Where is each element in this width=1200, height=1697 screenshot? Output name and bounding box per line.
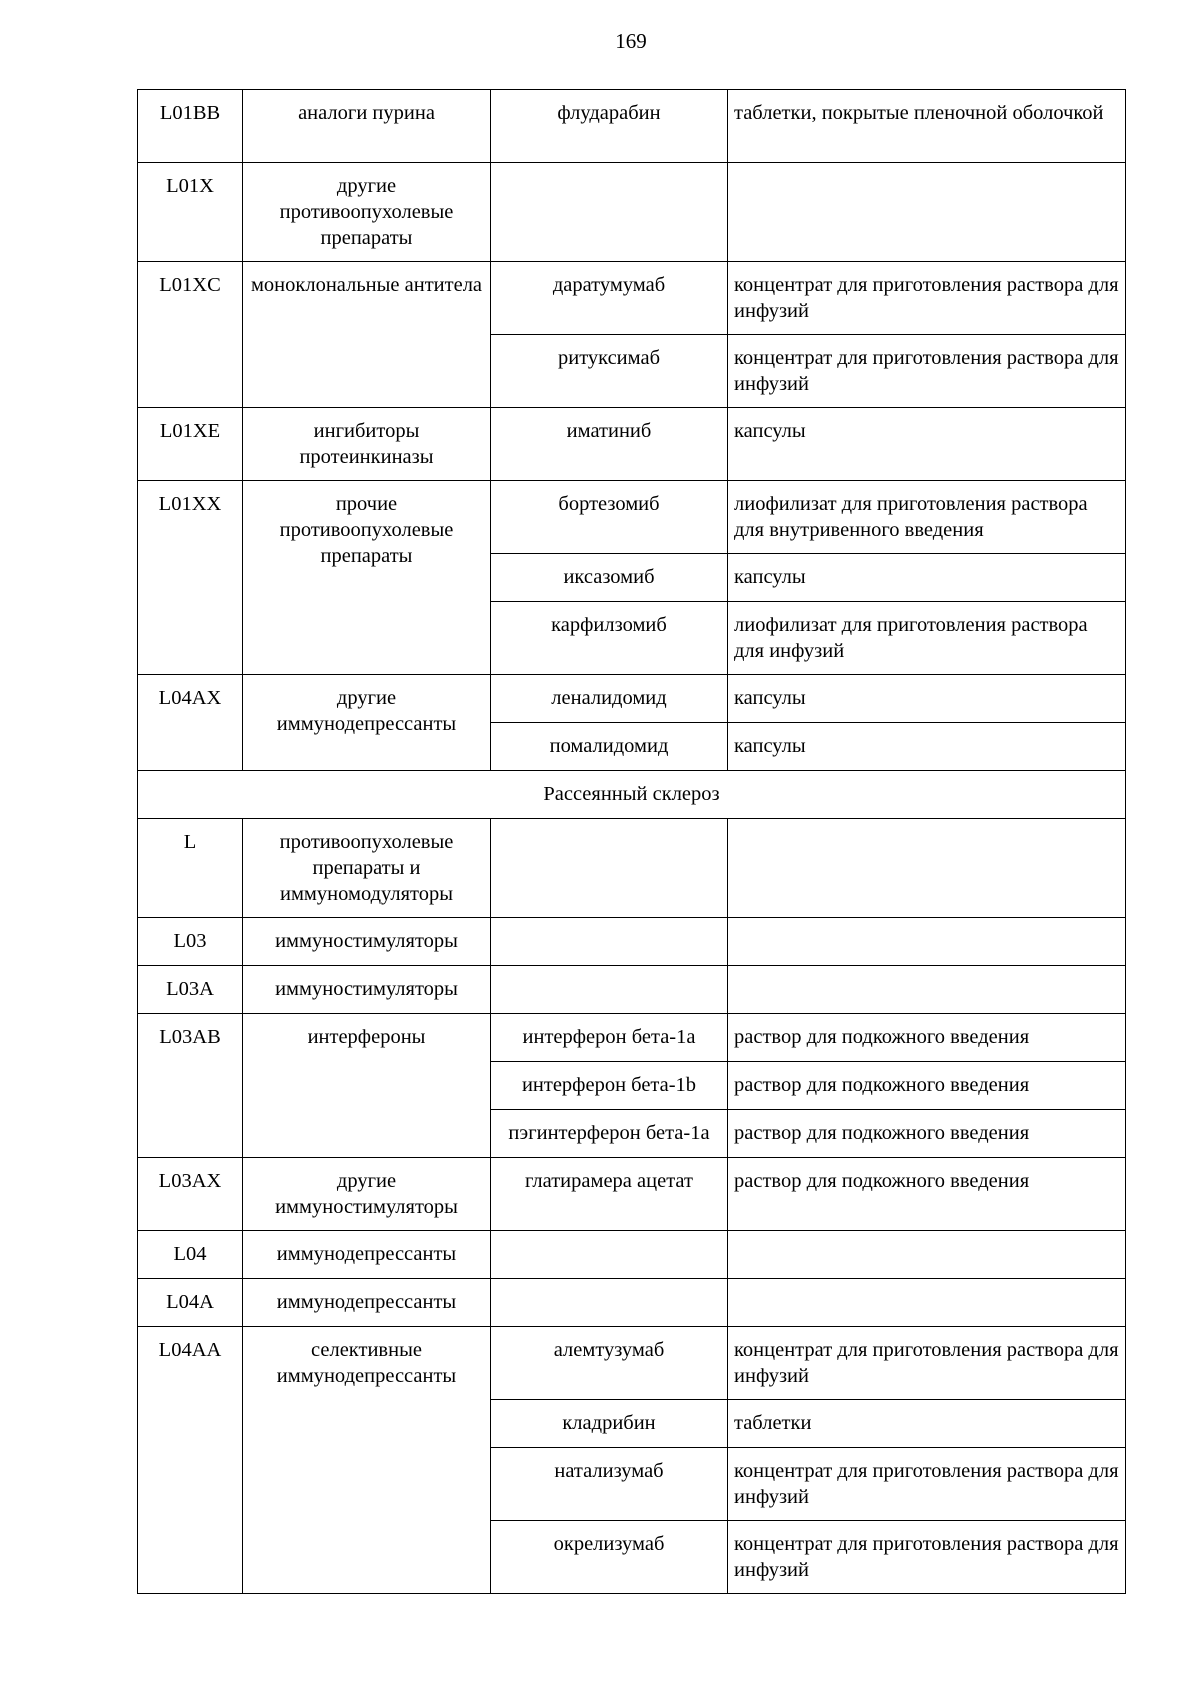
drug-name-cell: иматиниб bbox=[491, 408, 728, 481]
dosage-form-cell: лиофилизат для приготовления раствора для инфузий bbox=[728, 602, 1126, 675]
table-row bbox=[138, 1279, 1126, 1327]
dosage-form-cell bbox=[728, 918, 1126, 966]
dosage-form-cell: концентрат для приготовления раствора для инфузий bbox=[728, 335, 1126, 408]
atc-code-cell: L04 bbox=[138, 1231, 243, 1279]
atc-group-cell: интерфероны bbox=[243, 1014, 491, 1158]
dosage-form-cell: концентрат для приготовления раствора для инфузий bbox=[728, 1521, 1126, 1594]
dosage-form-cell: таблетки, покрытые пленочной оболочкой bbox=[728, 90, 1126, 163]
drug-name-cell: иксазомиб bbox=[491, 554, 728, 602]
atc-group-cell: моноклональные антитела bbox=[243, 262, 491, 408]
drug-name-cell bbox=[491, 819, 728, 918]
atc-code-cell: L01BB bbox=[138, 90, 243, 163]
atc-code-cell: L03A bbox=[138, 966, 243, 1014]
drug-name-cell: карфилзомиб bbox=[491, 602, 728, 675]
atc-group-cell: иммуностимуляторы bbox=[243, 918, 491, 966]
drug-name-cell bbox=[491, 163, 728, 262]
atc-group-cell: прочие противоопухолевые препараты bbox=[243, 481, 491, 675]
drug-name-cell: интерферон бета-1a bbox=[491, 1014, 728, 1062]
drug-name-cell: алемтузумаб bbox=[491, 1327, 728, 1400]
atc-group-cell: аналоги пурина bbox=[243, 90, 491, 163]
drug-name-cell: интерферон бета-1b bbox=[491, 1062, 728, 1110]
drug-name-cell bbox=[491, 966, 728, 1014]
table-row bbox=[138, 262, 1126, 335]
table-row bbox=[138, 90, 1126, 163]
drug-table-body bbox=[138, 90, 1126, 1594]
dosage-form-cell: раствор для подкожного введения bbox=[728, 1014, 1126, 1062]
table-row bbox=[138, 408, 1126, 481]
table-row bbox=[138, 1014, 1126, 1062]
drug-name-cell: пэгинтерферон бета-1a bbox=[491, 1110, 728, 1158]
drug-name-cell: бортезомиб bbox=[491, 481, 728, 554]
drug-name-cell: даратумумаб bbox=[491, 262, 728, 335]
table-row bbox=[138, 918, 1126, 966]
atc-group-cell: иммунодепрессанты bbox=[243, 1231, 491, 1279]
dosage-form-cell: раствор для подкожного введения bbox=[728, 1110, 1126, 1158]
table-row bbox=[138, 675, 1126, 723]
atc-group-cell: другие иммунодепрессанты bbox=[243, 675, 491, 771]
atc-code-cell: L01X bbox=[138, 163, 243, 262]
drug-name-cell: натализумаб bbox=[491, 1448, 728, 1521]
dosage-form-cell: концентрат для приготовления раствора для инфузий bbox=[728, 1327, 1126, 1400]
table-row bbox=[138, 1327, 1126, 1400]
dosage-form-cell: капсулы bbox=[728, 723, 1126, 771]
drug-table bbox=[137, 89, 1126, 1594]
atc-group-cell: другие иммуностимуляторы bbox=[243, 1158, 491, 1231]
dosage-form-cell: концентрат для приготовления раствора для инфузий bbox=[728, 262, 1126, 335]
atc-group-cell: иммуностимуляторы bbox=[243, 966, 491, 1014]
table-row bbox=[138, 819, 1126, 918]
atc-group-cell: другие противоопухолевые препараты bbox=[243, 163, 491, 262]
dosage-form-cell: капсулы bbox=[728, 408, 1126, 481]
atc-code-cell: L01XX bbox=[138, 481, 243, 675]
drug-name-cell: леналидомид bbox=[491, 675, 728, 723]
dosage-form-cell bbox=[728, 1231, 1126, 1279]
atc-code-cell: L03 bbox=[138, 918, 243, 966]
dosage-form-cell bbox=[728, 1279, 1126, 1327]
atc-code-cell: L04A bbox=[138, 1279, 243, 1327]
drug-name-cell: глатирамера ацетат bbox=[491, 1158, 728, 1231]
dosage-form-cell: раствор для подкожного введения bbox=[728, 1062, 1126, 1110]
drug-name-cell: ритуксимаб bbox=[491, 335, 728, 408]
drug-name-cell: кладрибин bbox=[491, 1400, 728, 1448]
table-row bbox=[138, 966, 1126, 1014]
table-row bbox=[138, 481, 1126, 554]
dosage-form-cell: концентрат для приготовления раствора для инфузий bbox=[728, 1448, 1126, 1521]
page-number: 169 bbox=[615, 29, 647, 53]
atc-code-cell: L03AX bbox=[138, 1158, 243, 1231]
table-row bbox=[138, 163, 1126, 262]
atc-group-cell: противоопухолевые препараты и иммуномодуляторы bbox=[243, 819, 491, 918]
atc-group-cell: селективные иммунодепрессанты bbox=[243, 1327, 491, 1594]
drug-name-cell: помалидомид bbox=[491, 723, 728, 771]
drug-name-cell bbox=[491, 1231, 728, 1279]
atc-code-cell: L01XC bbox=[138, 262, 243, 408]
drug-name-cell: флударабин bbox=[491, 90, 728, 163]
atc-group-cell: ингибиторы протеинкиназы bbox=[243, 408, 491, 481]
dosage-form-cell bbox=[728, 819, 1126, 918]
atc-group-cell: иммунодепрессанты bbox=[243, 1279, 491, 1327]
atc-code-cell: L bbox=[138, 819, 243, 918]
table-row bbox=[138, 1231, 1126, 1279]
drug-name-cell: окрелизумаб bbox=[491, 1521, 728, 1594]
section-row bbox=[138, 771, 1126, 819]
drug-name-cell bbox=[491, 918, 728, 966]
drug-name-cell bbox=[491, 1279, 728, 1327]
dosage-form-cell: капсулы bbox=[728, 554, 1126, 602]
dosage-form-cell: капсулы bbox=[728, 675, 1126, 723]
dosage-form-cell bbox=[728, 163, 1126, 262]
dosage-form-cell: раствор для подкожного введения bbox=[728, 1158, 1126, 1231]
atc-code-cell: L04AX bbox=[138, 675, 243, 771]
dosage-form-cell: лиофилизат для приготовления раствора для внутривенного введения bbox=[728, 481, 1126, 554]
dosage-form-cell bbox=[728, 966, 1126, 1014]
atc-code-cell: L03AB bbox=[138, 1014, 243, 1158]
section-title: Рассеянный склероз bbox=[138, 771, 1126, 819]
atc-code-cell: L04AA bbox=[138, 1327, 243, 1594]
dosage-form-cell: таблетки bbox=[728, 1400, 1126, 1448]
table-row bbox=[138, 1158, 1126, 1231]
atc-code-cell: L01XE bbox=[138, 408, 243, 481]
